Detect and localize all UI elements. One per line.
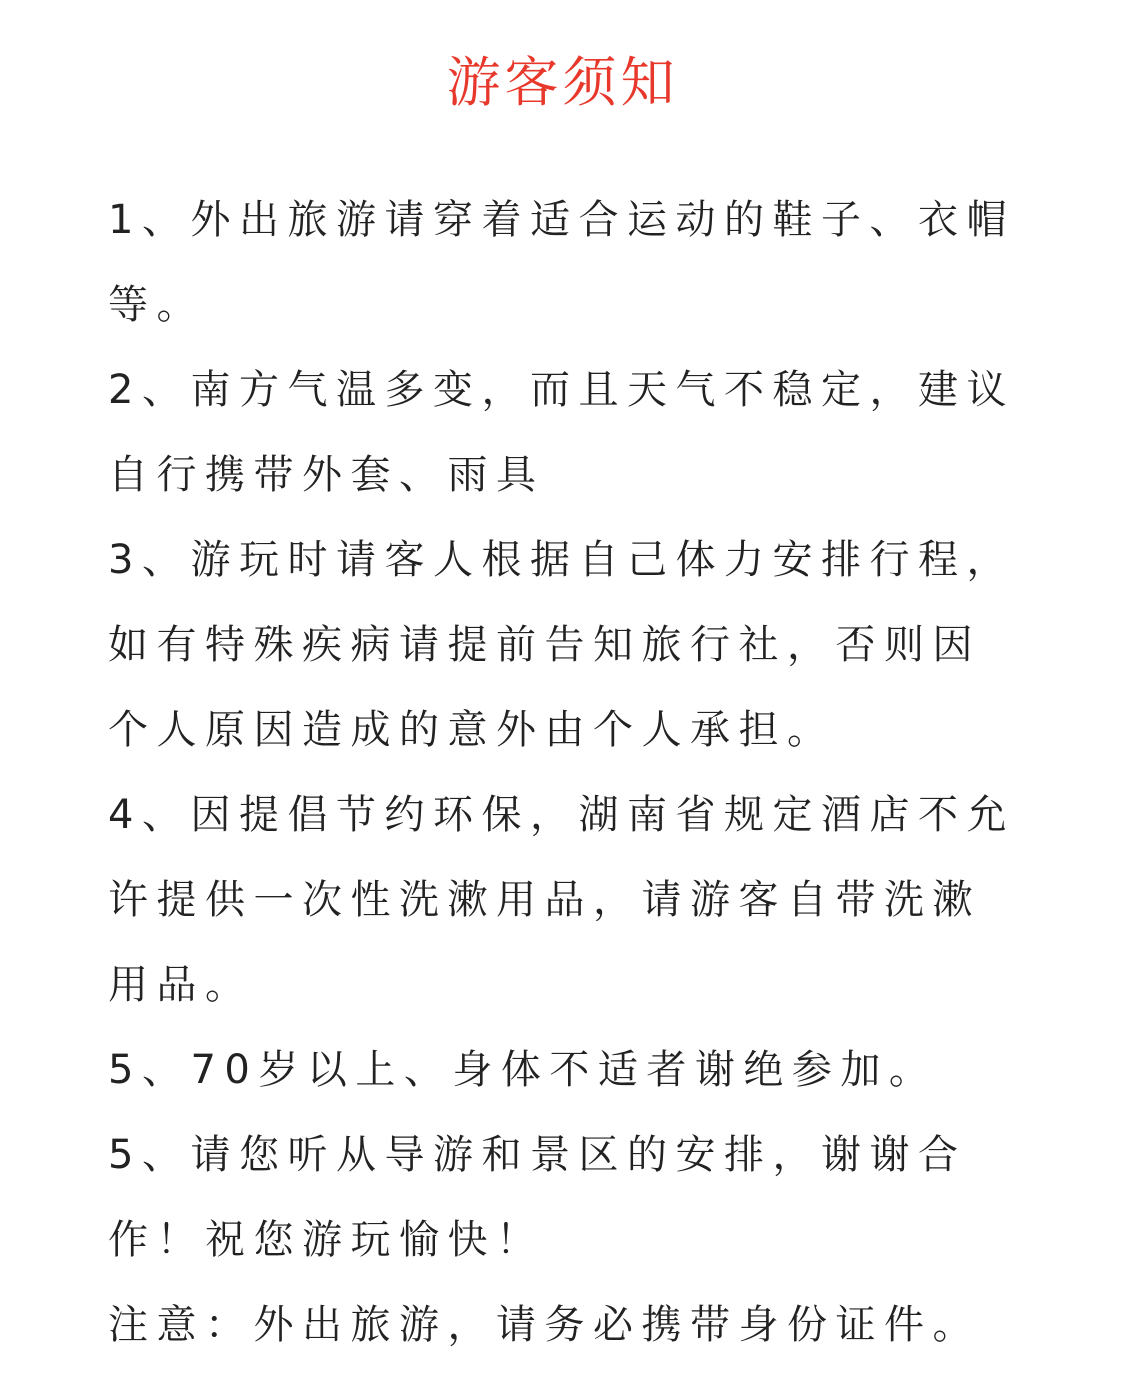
notice-item-1 [108, 178, 1013, 348]
notice-line: 1、外出旅游请穿着适合运动的鞋子、衣帽 [108, 197, 1015, 243]
notice-item-2 [108, 348, 1013, 518]
notice-item-5 [108, 1028, 1013, 1113]
notice-item-4 [108, 773, 1013, 1028]
notice-line: 注意：外出旅游，请务必携带身份证件。 [108, 1302, 981, 1348]
notice-line: 如有特殊疾病请提前告知旅行社，否则因 [108, 622, 981, 668]
footer-note [108, 1283, 1013, 1368]
notice-line: 许提供一次性洗漱用品，请游客自带洗漱 [108, 877, 981, 923]
notice-line: 5、70岁以上、身体不适者谢绝参加。 [108, 1047, 938, 1093]
notice-line: 用品。 [108, 962, 254, 1008]
notice-item-6 [108, 1113, 1013, 1283]
notice-line: 2、南方气温多变，而且天气不稳定，建议 [108, 367, 1015, 413]
notice-line: 4、因提倡节约环保，湖南省规定酒店不允 [108, 792, 1015, 838]
notice-list [108, 178, 1013, 1368]
notice-line: 3、游玩时请客人根据自己体力安排行程， [108, 537, 1015, 583]
notice-line: 作！祝您游玩愉快！ [108, 1217, 545, 1263]
page-title: 游客须知 [446, 51, 679, 114]
notice-item-3 [108, 518, 1013, 773]
notice-line: 自行携带外套、雨具 [108, 452, 545, 498]
notice-line: 个人原因造成的意外由个人承担。 [108, 707, 836, 753]
notice-line: 5、请您听从导游和景区的安排，谢谢合 [108, 1132, 967, 1178]
notice-line: 等。 [108, 282, 205, 328]
